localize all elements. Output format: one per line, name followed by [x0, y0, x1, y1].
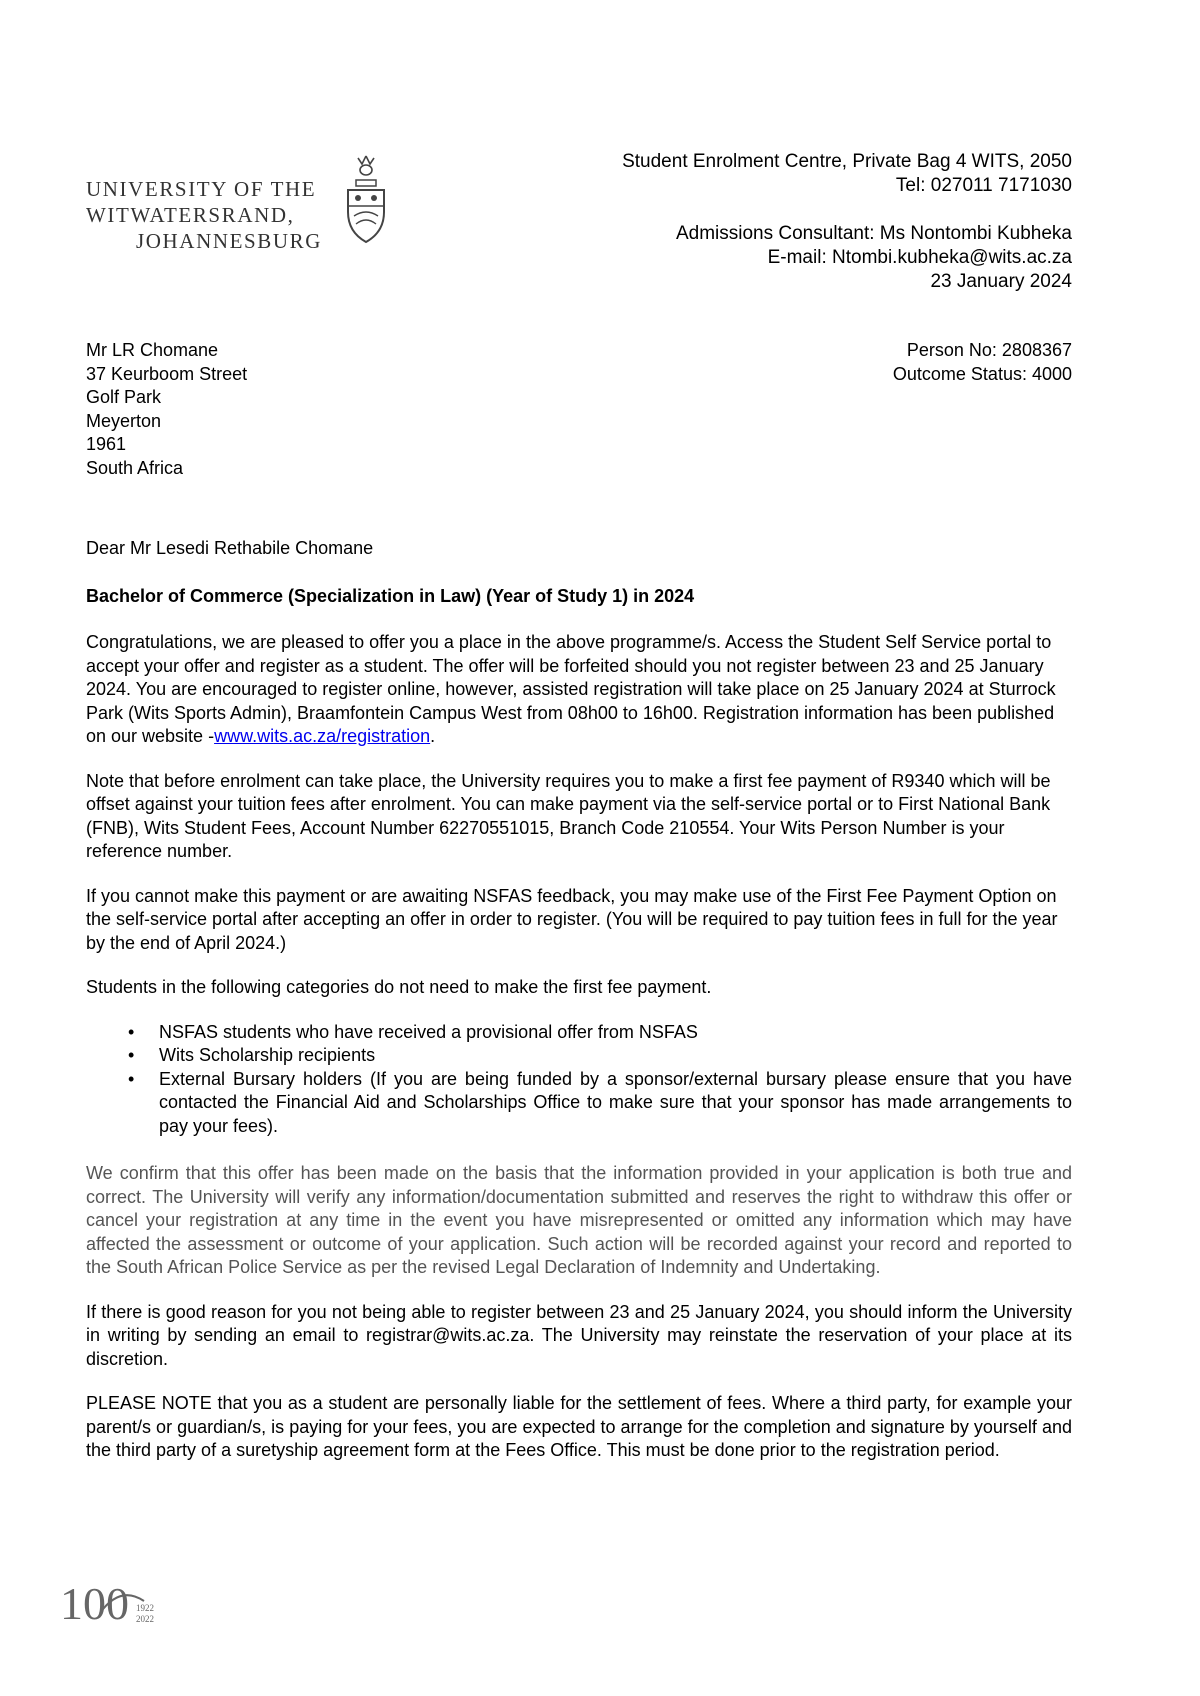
list-item	[86, 1068, 1072, 1139]
list-item	[86, 1021, 1072, 1045]
list-item-text: External Bursary holders (If you are being funded by a sponsor/external bursary please ensure that you have contacted the Financial Aid and Scholarships Office to make sure that your sponsor has made arrangements to pay your fees).	[159, 1068, 1072, 1136]
centenary-logo-icon	[60, 1575, 170, 1631]
university-logo	[86, 150, 406, 260]
university-crest-icon	[336, 150, 396, 250]
bullet-icon: •	[128, 1045, 135, 1065]
salutation: Dear Mr Lesedi Rethabile Chomane	[86, 538, 374, 558]
letter-body	[86, 537, 1072, 1484]
centenary-year-start: 1922	[136, 1603, 154, 1613]
liability-paragraph: PLEASE NOTE that you as a student are personally liable for the settlement of fees. Where a third party, for example your parent/s or guardian/s, is paying for your fees, you are expected to arrange for the completion and signature by yourself and the third party of a suretyship agreement form at the Fees Office. This must be done prior to the registration period.	[86, 1393, 1072, 1460]
recipient-address	[86, 339, 247, 480]
offer-text-end: .	[430, 726, 436, 746]
bullet-icon: •	[128, 1021, 135, 1042]
person-number: Person No: 2808367	[906, 340, 1072, 360]
offer-paragraph	[86, 631, 1072, 749]
list-item	[86, 1044, 1072, 1068]
registration-link[interactable]: www.wits.ac.za/registration	[214, 726, 431, 746]
list-item-text: NSFAS students who have received a provisional offer from NSFAS	[159, 1021, 698, 1042]
fee-payment-paragraph: Note that before enrolment can take place, the University requires you to make a first fee payment of R9340 which will be offset against your tuition fees after enrolment. You can make payment via the self-service portal or to First National Bank (FNB), Wits Student Fees, Account Number 62270551015, Branch Code 210554. Your Wits Person Number is your reference number.	[86, 770, 1051, 861]
consultant-email: E-mail: Ntombi.kubheka@wits.ac.za	[767, 247, 1072, 268]
outcome-status: Outcome Status: 4000	[892, 363, 1072, 384]
centenary-number: 100	[60, 1578, 129, 1629]
admissions-consultant: Admissions Consultant: Ms Nontombi Kubheka	[675, 223, 1072, 244]
offer-text: Congratulations, we are pleased to offer you a place in the above programme/s. Access the Student Self Service portal to accept your offer and register as a student. The offer will be forfeited should you not register between 23 and 25 January 2024. You are encouraged to register online, however, assisted registration will take place on 25 January 2024 at Sturrock Park (Wits Sports Admin), Braamfontein Campus West from 08h00 to 16h00. Registration information has been published on our website -	[86, 632, 1056, 746]
recipient-street: 37 Keurboom Street	[86, 363, 248, 384]
programme-heading: Bachelor of Commerce (Specialization in Law) (Year of Study 1) in 2024	[86, 585, 695, 606]
recipient-suburb: Golf Park	[86, 387, 162, 407]
centenary-year-end: 2022	[136, 1614, 154, 1624]
university-wordmark	[86, 176, 322, 254]
inform-university-paragraph: If there is good reason for you not being able to register between 23 and 25 January 2024, you should inform the University in writing by sending an email to registrar@wits.ac.za. The University may reinstate the reservation of your place at its discretion.	[86, 1301, 1072, 1369]
exempt-categories-intro: Students in the following categories do not need to make the first fee payment.	[86, 977, 712, 997]
letter-date: 23 January 2024	[930, 271, 1072, 292]
list-item-text: Wits Scholarship recipients	[159, 1045, 376, 1065]
bullet-icon: •	[128, 1068, 135, 1089]
nsfas-paragraph: If you cannot make this payment or are awaiting NSFAS feedback, you may make use of the First Fee Payment Option on the self-service portal after accepting an offer in order to register. (You will be required to pay tuition fees in full for the year by the end of April 2024.)	[86, 885, 1058, 953]
enrolment-centre-address: Student Enrolment Centre, Private Bag 4 WITS, 2050	[622, 151, 1072, 172]
confirmation-paragraph: We confirm that this offer has been made on the basis that the information provided in your application is both true and correct. The University will verify any information/documentation submitted and reserves the right to withdraw this offer or cancel your registration at any time in the event you have misrepresented or omitted any information which may have affected the assessment or outcome of your application. Such action will be recorded against your record and reported to the South African Police Service as per the revised Legal Declaration of Indemnity and Undertaking.	[86, 1163, 1072, 1277]
person-info	[893, 339, 1072, 386]
recipient-name: Mr LR Chomane	[86, 340, 219, 360]
telephone: Tel: 027011 7171030	[895, 175, 1072, 196]
logo-line-2: WITWATERSRAND,	[86, 203, 295, 227]
logo-line-1: UNIVERSITY OF THE	[86, 177, 317, 201]
recipient-postcode: 1961	[86, 434, 127, 454]
recipient-city: Meyerton	[86, 410, 162, 431]
sender-details	[622, 150, 1072, 294]
exempt-categories-list	[86, 1021, 1072, 1139]
logo-line-3: JOHANNESBURG	[136, 229, 323, 253]
recipient-country: South Africa	[86, 457, 184, 478]
